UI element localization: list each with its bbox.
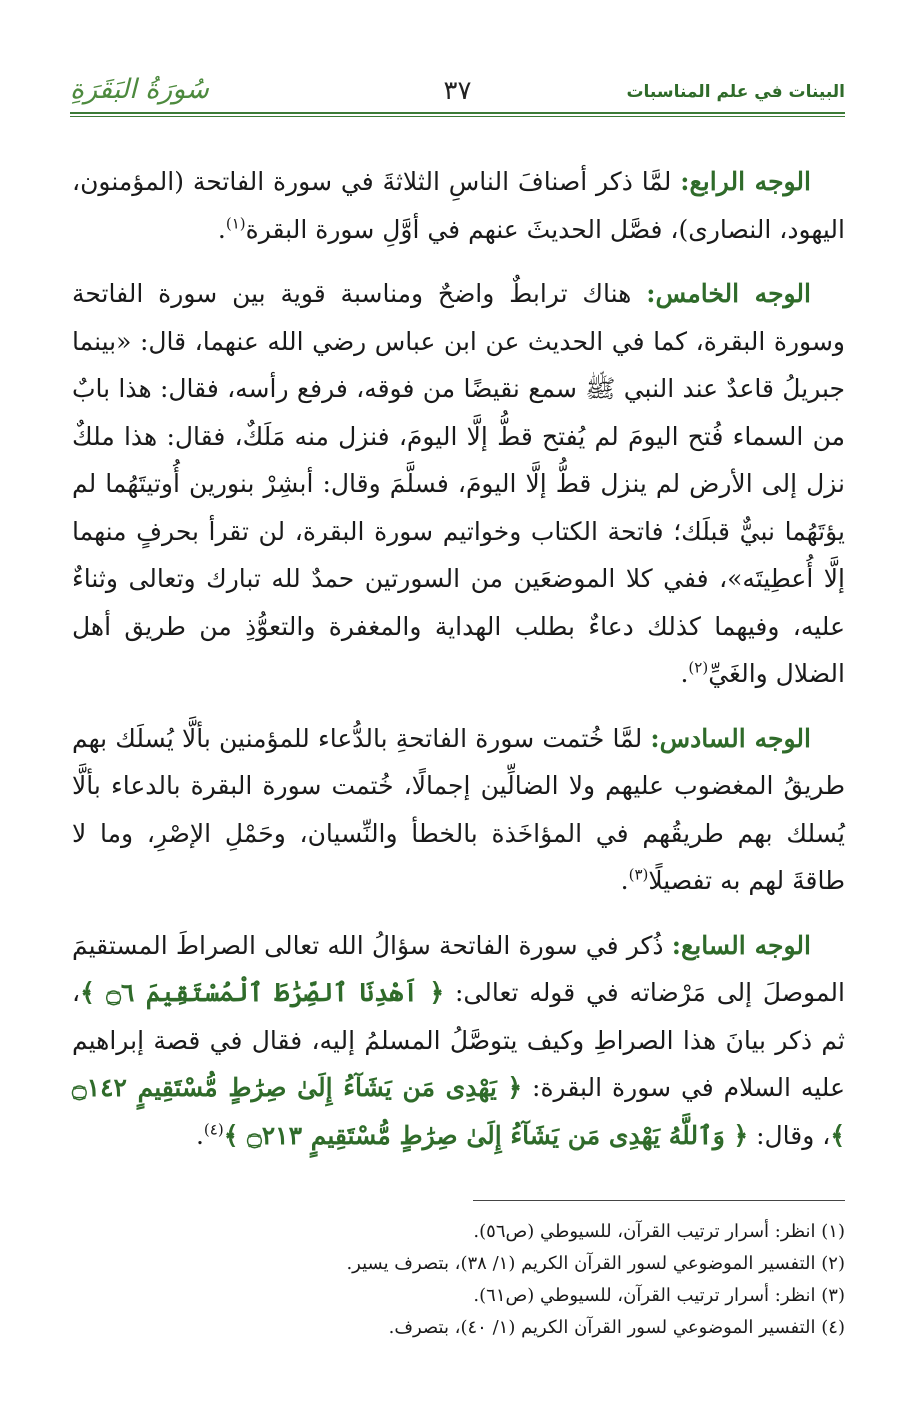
paragraph-tail: . — [217, 214, 226, 244]
paragraph-fourth — [72, 158, 845, 253]
quran-verse: ﴿ اَهْدِنَا ٱلصِّرَٰطَ ٱلْمُسْتَقِيمَ ۝٦ ﴾ — [80, 978, 445, 1007]
footnote-ref[interactable]: (٢) — [688, 658, 709, 677]
paragraph-seventh — [72, 922, 845, 1160]
quran-verse: ﴿ يَهْدِى مَن يَشَآءُ إِلَىٰ صِرَٰطٍ مُّسْتَقِيمٍ ۝١٤٢ ﴾ — [72, 1073, 845, 1150]
paragraph-text: ، وقال: — [748, 1120, 831, 1150]
paragraph-lead: الوجه الرابع: — [680, 167, 811, 196]
footnote-ref[interactable]: (٣) — [628, 865, 649, 884]
footnote-item: (٢) التفسير الموضوعي لسور القرآن الكريم (١/ ٣٨)، بتصرف يسير. — [346, 1253, 845, 1274]
book-title: البينات في علم المناسبات — [626, 82, 845, 102]
paragraph-tail: . — [620, 866, 629, 895]
footnote-ref[interactable]: (٤) — [203, 1120, 224, 1139]
footnote-item: (١) انظر: أسرار ترتيب القرآن، للسيوطي (ص٥٦). — [473, 1221, 845, 1242]
paragraph-text: ذُكر في سورة الفاتحة سؤالُ الله تعالى الصراطَ المستقيمَ الموصلَ إلى مَرْضاته في قوله تعالى: — [72, 930, 845, 1007]
paragraph-text: هناك ترابطٌ واضحٌ ومناسبة قوية بين سورة الفاتحة وسورة البقرة، كما في الحديث عن ابن عباس رضي الله عنهما، قال: «بينما جبريلُ قاعدٌ عند النبي ﷺ سمع نقيضًا من فوقه، فرفع رأسه، فقال: هذا بابٌ من السماء فُتح اليومَ لم يُفتح قطُّ إلَّا اليومَ، فنزل منه مَلَكٌ، فقال: هذا ملكٌ نزل إلى الأرض لم ينزل قطُّ إلَّا اليومَ، فسلَّمَ وقال: أبشِرْ بنورين أُوتيتَهُما لم يؤتَهُما نبيٌّ قبلَك؛ فاتحة الكتاب وخواتيم سورة البقرة، لن تقرأ بحرفٍ منهما إلَّا أُعطِيتَه»، ففي كلا الموضعَين من السورتين حمدٌ لله تبارك وتعالى وثناءٌ عليه، وفيهما كذلك دعاءٌ بطلب الهداية والمغفرة والتعوُّذِ من طريق أهل الضلال والغَيِّ — [72, 279, 845, 688]
paragraph-text: ، ثم ذكر بيانَ هذا الصراطِ وكيف يتوصَّلُ المسلمُ إليه، فقال في قصة إبراهيم عليه السلام في سورة البقرة: — [72, 978, 845, 1102]
paragraph-tail: . — [195, 1120, 204, 1150]
paragraph-tail: . — [680, 659, 689, 688]
paragraph-lead: الوجه الخامس: — [646, 279, 811, 308]
paragraph-fifth — [72, 270, 845, 698]
footnotes — [72, 1216, 845, 1344]
footnote-item: (٤) التفسير الموضوعي لسور القرآن الكريم (١/ ٤٠)، بتصرف. — [388, 1317, 845, 1338]
header-rule — [70, 112, 845, 114]
paragraph-text: لمَّا خُتمت سورة الفاتحةِ بالدُّعاء للمؤمنين بألَّا يُسلَك بهم طريقُ المغضوب عليهم ولا الضالِّين إجمالًا، خُتمت سورة البقرة بالدعاء بألَّا يُسلك بهم طريقُهم في المؤاخَذة بالخطأ والنِّسيان، وحَمْلِ الإصْرِ، وما لا طاقةَ لهم به تفصيلًا — [72, 723, 845, 895]
footnote-item: (٣) انظر: أسرار ترتيب القرآن، للسيوطي (ص٦١). — [473, 1285, 845, 1306]
paragraph-lead: الوجه السابع: — [671, 930, 811, 960]
footnote-ref[interactable]: (١) — [225, 214, 246, 233]
footnote-separator — [473, 1200, 845, 1201]
header-rule-thin — [70, 116, 845, 117]
paragraph-lead: الوجه السادس: — [650, 723, 811, 753]
paragraph-text: لمَّا ذكر أصنافَ الناسِ الثلاثةَ في سورة الفاتحة (المؤمنون، اليهود، النصارى)، فصَّل الحديثَ عنهم في أوَّلِ سورة البقرة — [72, 167, 845, 244]
main-text — [72, 158, 845, 1176]
page-header — [70, 72, 845, 112]
page-number: ٣٧ — [443, 76, 472, 106]
paragraph-sixth — [72, 715, 845, 905]
quran-verse: ﴿ وَٱللَّهُ يَهْدِى مَن يَشَآءُ إِلَىٰ صِرَٰطٍ مُّسْتَقِيمٍ ۝٢١٣ ﴾ — [223, 1120, 749, 1150]
surah-title: سُورَةُ البَقَرَةِ — [70, 74, 209, 105]
